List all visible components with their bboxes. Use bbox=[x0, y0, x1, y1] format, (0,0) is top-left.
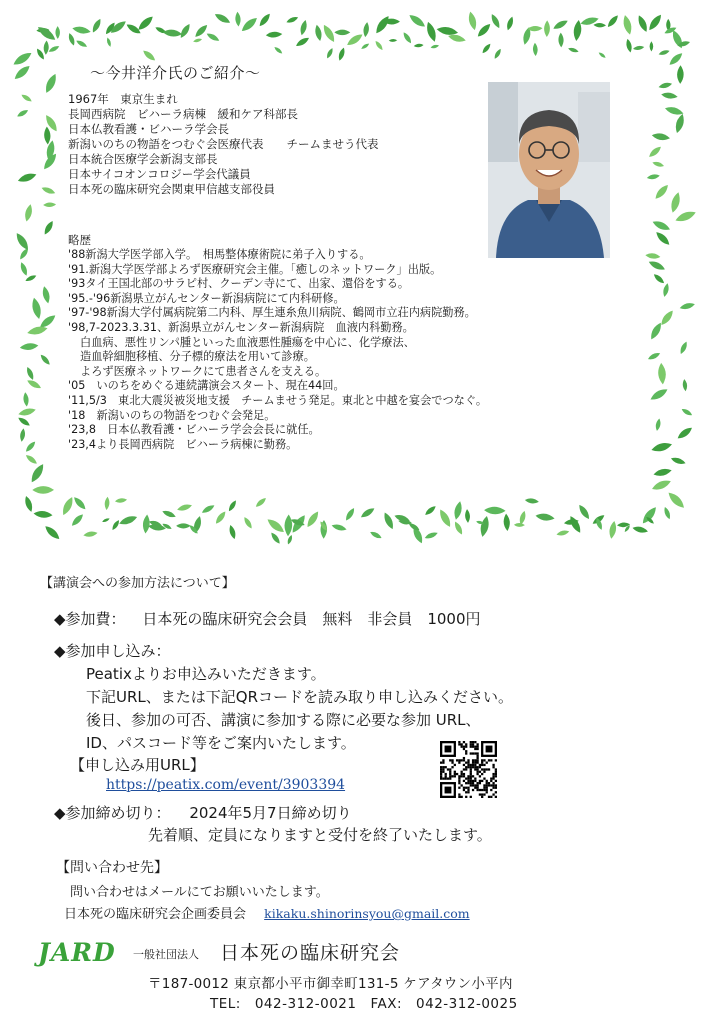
leaf-shape bbox=[228, 524, 237, 540]
profile-line: 日本仏教看護・ビハーラ学会長 bbox=[68, 122, 229, 136]
apply-line: 下記URL、または下記QRコードを読み取り申し込みください。 bbox=[86, 688, 513, 706]
leaf-shape bbox=[653, 183, 670, 201]
leaf-shape bbox=[118, 514, 138, 527]
leaf-shape bbox=[632, 525, 649, 534]
leaf-shape bbox=[254, 496, 267, 508]
leaf-shape bbox=[651, 478, 673, 492]
leaf-shape bbox=[663, 506, 672, 520]
leaf-shape bbox=[424, 531, 439, 541]
leaf-shape bbox=[314, 24, 323, 41]
fee-row bbox=[54, 608, 481, 629]
leaf-shape bbox=[437, 508, 453, 529]
speaker-photo bbox=[488, 82, 610, 258]
leaf-shape bbox=[12, 50, 34, 68]
leaf-shape bbox=[106, 37, 112, 47]
leaf-shape bbox=[273, 46, 283, 55]
history-line: '93タイ王国北部のサラピ村、クーデン寺にて、出家、還俗をする。 bbox=[68, 277, 410, 291]
leaf-shape bbox=[19, 261, 29, 276]
leaf-shape bbox=[489, 13, 501, 30]
history-list bbox=[68, 248, 487, 452]
leaf-shape bbox=[41, 185, 56, 195]
leaf-shape bbox=[608, 520, 617, 539]
leaf-shape bbox=[573, 20, 583, 42]
leaf-shape bbox=[227, 499, 238, 512]
leaf-shape bbox=[430, 44, 439, 49]
leaf-shape bbox=[670, 456, 686, 466]
profile-line: 日本統合医療学会新潟支部長 bbox=[68, 152, 218, 166]
leaf-shape bbox=[18, 247, 30, 261]
leaf-shape bbox=[484, 506, 506, 514]
leaf-shape bbox=[647, 351, 661, 361]
leaf-shape bbox=[651, 219, 671, 233]
leaf-shape bbox=[425, 21, 439, 43]
leaf-shape bbox=[193, 38, 203, 44]
leaf-shape bbox=[235, 12, 241, 27]
leaf-shape bbox=[552, 18, 569, 31]
leaf-shape bbox=[176, 523, 190, 528]
leaf-shape bbox=[389, 39, 398, 42]
leaf-shape bbox=[39, 353, 51, 366]
leaf-shape bbox=[647, 13, 664, 32]
leaf-shape bbox=[111, 519, 121, 531]
apply-line: Peatixよりお申込みいただきます。 bbox=[86, 665, 326, 683]
leaf-shape bbox=[558, 33, 564, 48]
leaf-shape bbox=[648, 321, 663, 341]
leaf-shape bbox=[41, 286, 51, 305]
leaf-shape bbox=[525, 498, 540, 505]
leaf-shape bbox=[299, 19, 308, 36]
leaf-shape bbox=[178, 22, 192, 39]
leaf-shape bbox=[414, 43, 424, 48]
profile-list bbox=[68, 92, 379, 197]
leaf-shape bbox=[636, 14, 649, 33]
leaf-shape bbox=[453, 520, 464, 535]
leaf-shape bbox=[176, 503, 192, 513]
leaf-shape bbox=[363, 22, 370, 38]
leaf-shape bbox=[284, 514, 292, 536]
leaf-shape bbox=[344, 507, 356, 522]
organization-address: 〒187-0012 東京都小平市御幸町131-5 ケアタウン小平内 bbox=[148, 976, 513, 992]
leaf-shape bbox=[556, 529, 570, 537]
leaf-shape bbox=[345, 32, 364, 48]
org-prefix: 一般社団法人 bbox=[133, 948, 199, 961]
leaf-shape bbox=[622, 14, 634, 35]
history-line: 造血幹細胞移植、分子標的療法を用いて診療。 bbox=[80, 350, 315, 364]
leaf-shape bbox=[26, 378, 42, 390]
leaf-shape bbox=[650, 41, 654, 51]
profile-line: 新潟いのちの物語をつむぐ会医療代表 チームませう代表 bbox=[68, 137, 379, 151]
deadline-label: ◆参加締め切り： bbox=[54, 804, 171, 822]
deadline-text: 2024年5月7日締め切り bbox=[189, 804, 352, 822]
leaf-shape bbox=[407, 12, 427, 29]
leaf-shape bbox=[42, 220, 55, 236]
participation-heading: 【講演会への参加方法について】 bbox=[40, 576, 235, 591]
leaf-shape bbox=[677, 65, 684, 84]
registration-url-link[interactable]: https://peatix.com/event/3903394 bbox=[106, 777, 346, 793]
leaf-shape bbox=[653, 467, 673, 478]
leaf-shape bbox=[337, 47, 346, 62]
leaf-shape bbox=[658, 49, 670, 56]
leaf-shape bbox=[286, 534, 293, 545]
leaf-shape bbox=[48, 44, 61, 53]
leaf-shape bbox=[44, 126, 51, 144]
leaf-shape bbox=[465, 509, 471, 523]
leaf-shape bbox=[493, 48, 502, 60]
leaf-shape bbox=[17, 416, 31, 428]
leaf-shape bbox=[193, 23, 209, 39]
leaf-shape bbox=[115, 497, 128, 503]
leaf-shape bbox=[654, 230, 671, 247]
leaf-shape bbox=[286, 15, 299, 24]
leaf-shape bbox=[201, 503, 216, 515]
leaf-shape bbox=[657, 363, 666, 385]
leaf-shape bbox=[24, 453, 38, 465]
leaf-shape bbox=[674, 209, 697, 224]
leaf-shape bbox=[33, 510, 53, 518]
deadline-row bbox=[54, 802, 352, 823]
fee-text: 日本死の臨床研究会会員 無料 非会員 1000円 bbox=[142, 610, 481, 628]
leaf-shape bbox=[666, 490, 687, 510]
leaf-shape bbox=[633, 45, 645, 51]
leaf-shape bbox=[647, 145, 662, 159]
leaf-shape bbox=[334, 30, 350, 36]
leaf-shape bbox=[655, 418, 662, 431]
leaf-shape bbox=[55, 26, 60, 39]
leaf-shape bbox=[674, 113, 686, 134]
leaf-shape bbox=[321, 23, 337, 44]
leaf-shape bbox=[479, 515, 491, 537]
leaf-shape bbox=[382, 511, 396, 530]
leaf-shape bbox=[593, 23, 606, 28]
leaf-shape bbox=[640, 505, 659, 526]
leaf-shape bbox=[668, 51, 685, 67]
leaf-shape bbox=[679, 341, 689, 355]
leaf-shape bbox=[20, 93, 32, 103]
history-line: よろず医療ネットワークにて患者さんを支える。 bbox=[80, 364, 327, 378]
leaf-shape bbox=[12, 63, 31, 81]
apply-line: ID、パスコード等をご案内いたします。 bbox=[86, 734, 356, 752]
leaf-shape bbox=[60, 496, 75, 517]
leaf-shape bbox=[533, 43, 538, 57]
leaf-shape bbox=[453, 500, 464, 520]
leaf-shape bbox=[70, 512, 85, 527]
history-line: '05 いのちをめぐる連続講演会スタート、現在44回。 bbox=[68, 379, 345, 393]
contact-email-row bbox=[64, 903, 470, 922]
leaf-shape bbox=[360, 42, 370, 50]
history-heading: 略歴 bbox=[68, 233, 91, 247]
profile-line: 1967年 東京生まれ bbox=[68, 92, 178, 106]
leaf-shape bbox=[645, 253, 661, 260]
history-line: '18 新潟いのちの物語をつむぐ会発足。 bbox=[68, 408, 276, 422]
history-line: 白血病、悪性リンパ腫といった血液悪性腫瘍を中心に、化学療法、 bbox=[80, 335, 415, 349]
deadline-note: 先着順、定員になりますと受付を終了いたします。 bbox=[148, 826, 492, 844]
history-line: '91.新潟大学医学部よろず医療研究会主催。「癒しのネットワーク」出版。 bbox=[68, 262, 442, 276]
leaf-shape bbox=[257, 12, 271, 28]
leaf-shape bbox=[83, 530, 98, 537]
leaf-shape bbox=[18, 407, 37, 418]
intro-title: 〜今井洋介氏のご紹介〜 bbox=[90, 64, 261, 82]
organization-name: 日本死の臨床研究会 bbox=[220, 942, 401, 964]
leaf-shape bbox=[662, 283, 670, 298]
leaf-shape bbox=[325, 47, 334, 59]
leaf-shape bbox=[481, 42, 492, 54]
leaf-shape bbox=[503, 513, 510, 531]
leaf-shape bbox=[664, 105, 684, 117]
leaf-shape bbox=[72, 495, 87, 511]
profile-line: 日本死の臨床研究会関東甲信越支部役員 bbox=[68, 182, 275, 196]
leaf-shape bbox=[295, 36, 311, 49]
leaf-shape bbox=[14, 231, 31, 252]
apply-line: 後日、参加の可否、講演に参加する際に必要な参加 URL、 bbox=[86, 711, 481, 729]
history-line: '98,7-2023.3.31、新潟県立がんセンター新潟病院 血液内科勤務。 bbox=[68, 320, 414, 334]
leaf-shape bbox=[467, 11, 478, 31]
leaf-shape bbox=[67, 32, 76, 46]
history-line: '11,5/3 東北大震災被災地支援 チームませう発足。東北と中越を宴会でつなぐ。 bbox=[68, 393, 488, 407]
leaf-shape bbox=[514, 523, 525, 527]
leaf-shape bbox=[23, 392, 30, 407]
leaf-shape bbox=[679, 301, 696, 310]
leaf-shape bbox=[424, 504, 437, 516]
leaf-shape bbox=[32, 486, 54, 494]
leaf-shape bbox=[30, 297, 43, 320]
history-line: '97-'98新潟大学付属病院第二内科、厚生連糸魚川病院、鶴岡市立荘内病院勤務。 bbox=[68, 306, 476, 320]
leaf-shape bbox=[568, 47, 580, 54]
leaf-shape bbox=[544, 20, 550, 37]
url-heading: 【申し込み用URL】 bbox=[70, 756, 205, 774]
leaf-shape bbox=[43, 72, 59, 94]
leaf-shape bbox=[72, 25, 92, 35]
leaf-shape bbox=[676, 425, 694, 441]
history-line: '95.-'96新潟県立がんセンター新潟病院にて内科研修。 bbox=[68, 291, 345, 305]
leaf-shape bbox=[240, 15, 260, 33]
leaf-shape bbox=[91, 18, 103, 34]
leaf-shape bbox=[650, 441, 673, 454]
leaf-shape bbox=[659, 309, 675, 327]
profile-line: 日本サイコオンコロジー学会代議員 bbox=[68, 167, 251, 181]
history-line: '88新潟大学医学部入学。 相馬整体療術院に弟子入りする。 bbox=[68, 248, 371, 261]
leaf-shape bbox=[535, 512, 555, 522]
leaf-shape bbox=[374, 40, 384, 51]
jard-logo: JARD bbox=[38, 938, 116, 967]
phone-fax: TEL: 042-312-0021 FAX: 042-312-0025 bbox=[210, 996, 518, 1012]
leaf-shape bbox=[373, 14, 391, 35]
leaf-shape bbox=[646, 173, 660, 180]
profile-line: 長岡西病院 ビハーラ病棟 緩和ケア科部長 bbox=[68, 107, 298, 121]
leaf-shape bbox=[577, 503, 592, 521]
leaf-shape bbox=[142, 514, 150, 534]
leaf-shape bbox=[23, 203, 33, 222]
history-line: '23,8 日本仏教看護・ビハーラ学会会長に就任。 bbox=[68, 423, 320, 437]
leaf-shape bbox=[205, 31, 220, 42]
leaf-shape bbox=[269, 531, 281, 545]
leaf-shape bbox=[649, 386, 669, 402]
leaf-shape bbox=[43, 202, 56, 207]
leaf-shape bbox=[25, 366, 35, 381]
contact-line: 問い合わせはメールにてお願いいたします。 bbox=[70, 885, 329, 900]
history-line: '23,4より長岡西病院 ビハーラ病棟に勤務。 bbox=[68, 437, 298, 451]
leaf-shape bbox=[305, 510, 321, 529]
leaf-shape bbox=[75, 39, 88, 49]
leaf-shape bbox=[161, 509, 176, 519]
fee-label: ◆参加費： bbox=[54, 610, 126, 628]
leaf-shape bbox=[647, 259, 666, 272]
leaf-shape bbox=[43, 524, 61, 542]
leaf-shape bbox=[213, 12, 231, 26]
leaf-shape bbox=[36, 24, 58, 43]
committee-name: 日本死の臨床研究会企画委員会 bbox=[64, 907, 247, 922]
leaf-shape bbox=[476, 22, 493, 39]
leaf-shape bbox=[402, 31, 413, 44]
contact-email-link[interactable]: kikaku.shinorinsyou@gmail.com bbox=[264, 906, 470, 921]
leaf-shape bbox=[625, 38, 633, 53]
leaf-shape bbox=[661, 91, 678, 99]
leaf-shape bbox=[104, 497, 110, 511]
leaf-shape bbox=[652, 161, 665, 169]
leaf-shape bbox=[19, 342, 38, 351]
leaf-shape bbox=[505, 16, 514, 31]
leaf-shape bbox=[651, 132, 670, 141]
qr-code bbox=[440, 741, 497, 798]
leaf-shape bbox=[17, 171, 38, 184]
leaf-shape bbox=[369, 530, 382, 540]
leaf-shape bbox=[681, 407, 694, 417]
leaf-shape bbox=[29, 462, 47, 484]
leaf-shape bbox=[266, 31, 283, 38]
leaf-shape bbox=[265, 516, 286, 534]
leaf-shape bbox=[23, 495, 34, 513]
leaf-shape bbox=[669, 191, 682, 213]
leaf-shape bbox=[652, 272, 665, 285]
leaf-shape bbox=[359, 506, 375, 519]
leaf-shape bbox=[214, 510, 228, 525]
leaf-shape bbox=[606, 14, 620, 29]
leaf-shape bbox=[598, 51, 607, 59]
leaf-shape bbox=[24, 440, 37, 453]
leaf-shape bbox=[16, 108, 29, 118]
leaf-shape bbox=[102, 517, 111, 523]
leaf-shape bbox=[136, 14, 155, 32]
leaf-shape bbox=[242, 516, 253, 530]
leaf-shape bbox=[682, 379, 688, 392]
leaf-shape bbox=[331, 523, 347, 532]
leaf-shape bbox=[658, 81, 673, 89]
contact-heading: 【問い合わせ先】 bbox=[56, 860, 168, 876]
apply-label: ◆参加申し込み： bbox=[54, 642, 171, 660]
leaf-shape bbox=[162, 29, 182, 38]
leaf-shape bbox=[19, 428, 26, 442]
leaf-shape bbox=[141, 48, 156, 62]
leaf-shape bbox=[43, 40, 49, 55]
